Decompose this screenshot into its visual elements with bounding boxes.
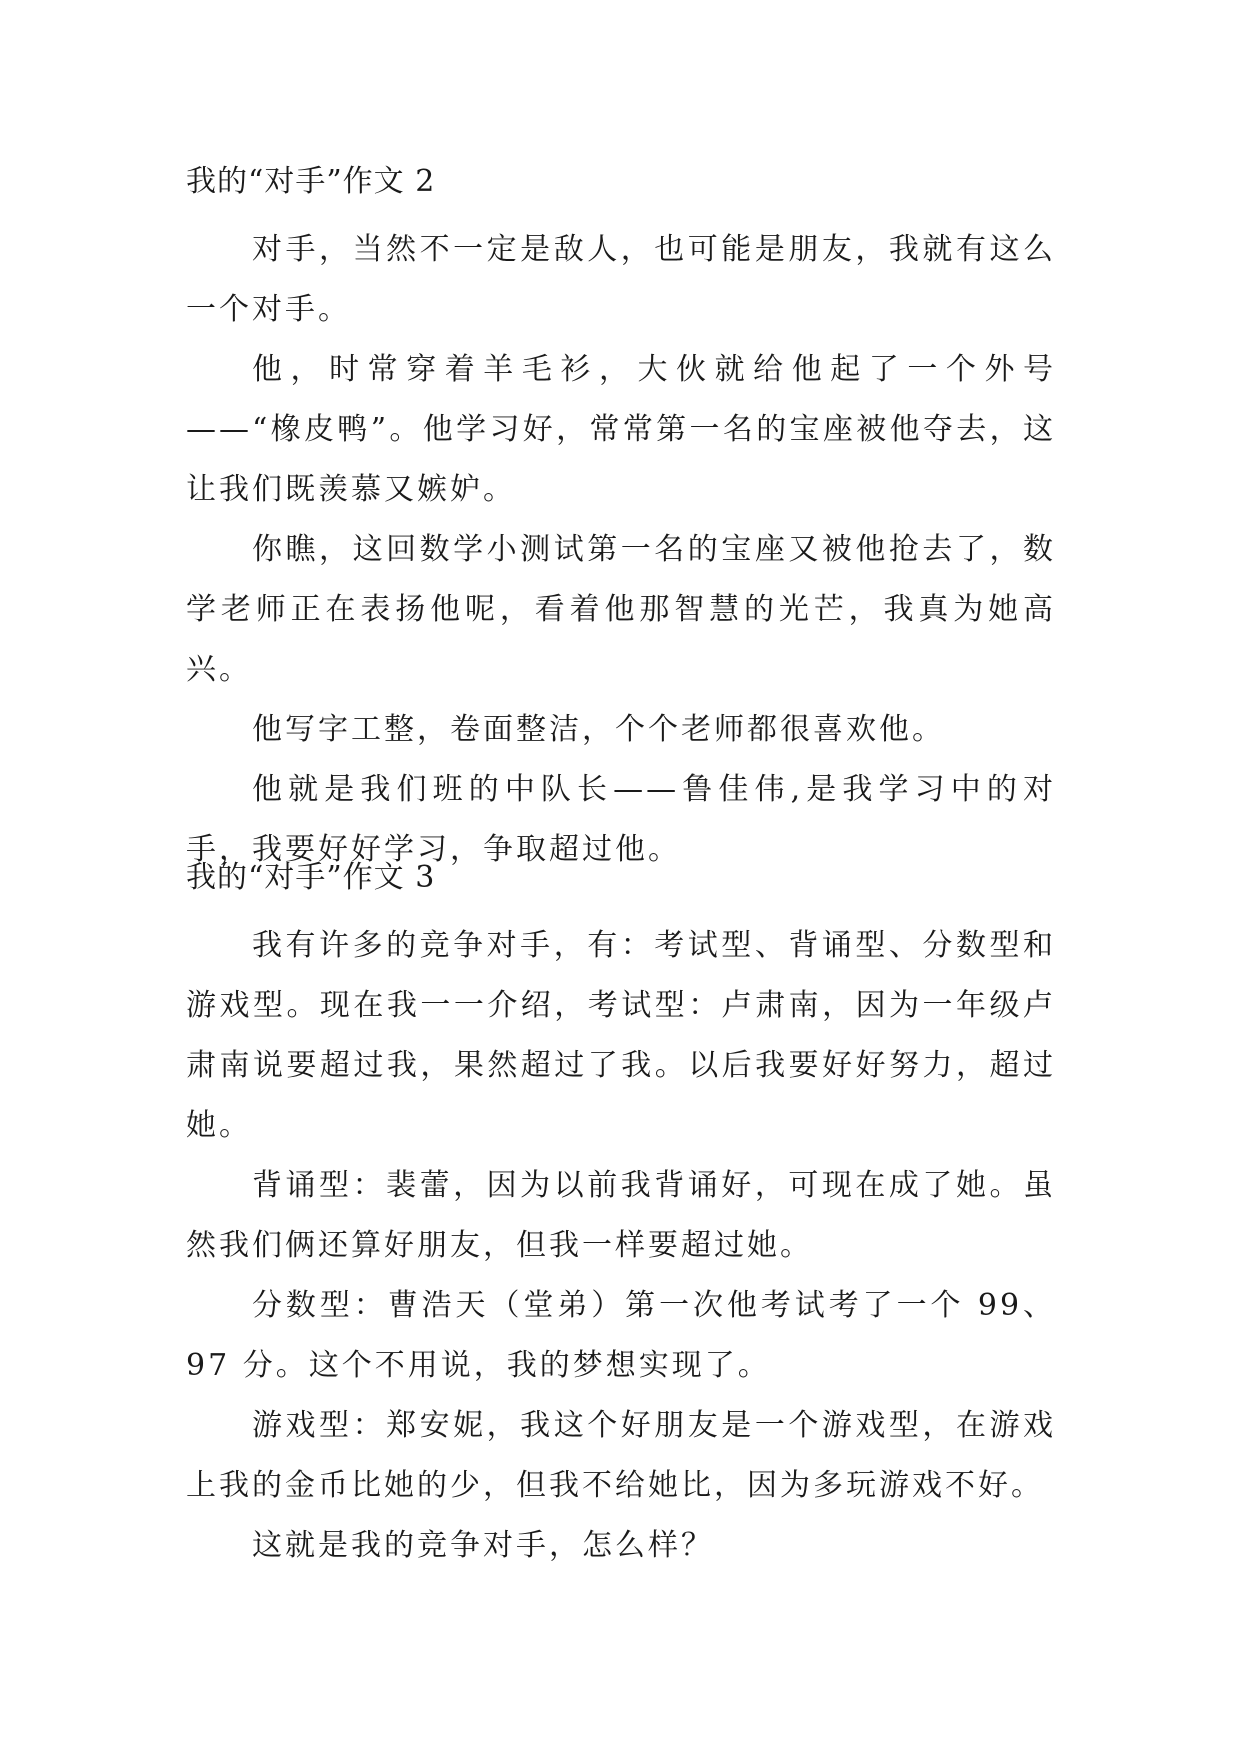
essay-2-title: 我的“对手”作文 2 xyxy=(186,164,436,199)
essay-2-paragraph-3: 你瞧，这回数学小测试第一名的宝座又被他抢去了，数学老师正在表扬他呢，看着他那智慧的光芒，我真为她高兴。 xyxy=(186,532,1056,687)
essay-3-paragraph-2: 背诵型：裴蕾，因为以前我背诵好，可现在成了她。虽然我们俩还算好朋友，但我一样要超过她。 xyxy=(186,1168,1056,1263)
essay-3-paragraph-5: 这就是我的竞争对手，怎么样？ xyxy=(252,1528,714,1563)
essay-2-paragraph-4: 他写字工整，卷面整洁，个个老师都很喜欢他。 xyxy=(252,712,945,747)
essay-2-paragraph-2: 他，时常穿着羊毛衫，大伙就给他起了一个外号——“橡皮鸭”。他学习好，常常第一名的宝座被他夺去，这让我们既羡慕又嫉妒。 xyxy=(186,352,1056,507)
essay-3-paragraph-4: 游戏型：郑安妮，我这个好朋友是一个游戏型，在游戏上我的金币比她的少，但我不给她比，因为多玩游戏不好。 xyxy=(186,1408,1056,1503)
essay-2 xyxy=(186,162,1056,880)
essay-3-paragraph-3: 分数型：曹浩天（堂弟）第一次他考试考了一个 99、97 分。这个不用说，我的梦想实现了。 xyxy=(186,1288,1056,1383)
essay-3 xyxy=(186,858,1056,1576)
essay-2-paragraph-1: 对手，当然不一定是敌人，也可能是朋友，我就有这么一个对手。 xyxy=(186,232,1056,327)
essay-3-title: 我的“对手”作文 3 xyxy=(186,860,436,895)
essay-2-paragraph-5: 他就是我们班的中队长——鲁佳伟,是我学习中的对手，我要好好学习，争取超过他。 xyxy=(186,772,1056,867)
essay-3-paragraph-1: 我有许多的竞争对手，有：考试型、背诵型、分数型和游戏型。现在我一一介绍，考试型：卢肃南，因为一年级卢肃南说要超过我，果然超过了我。以后我要好好努力，超过她。 xyxy=(186,928,1056,1143)
